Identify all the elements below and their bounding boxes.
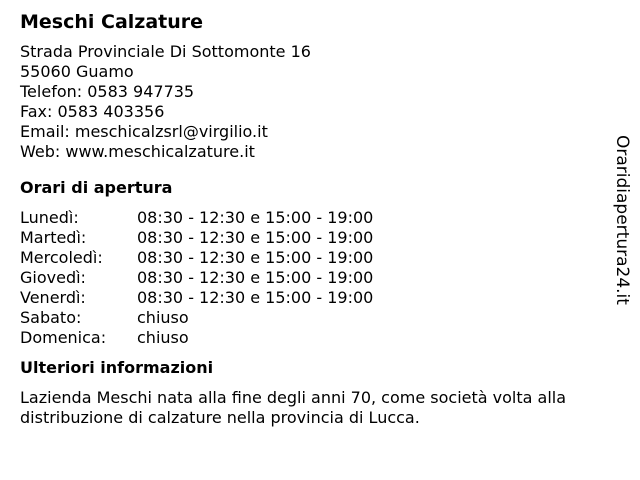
day-label: Sabato: [20, 308, 82, 327]
hours-row-thursday [20, 268, 610, 288]
street-address: Strada Provinciale Di Sottomonte 16 [20, 42, 311, 61]
contact-details [20, 42, 610, 162]
day-label: Martedì: [20, 228, 87, 247]
day-label: Mercoledì: [20, 248, 103, 267]
email-line: Email: meschicalzsrl@virgilio.it [20, 122, 268, 141]
hours-row-sunday [20, 328, 610, 348]
phone-line: Telefon: 0583 947735 [20, 82, 195, 101]
day-label: Giovedì: [20, 268, 86, 287]
fax-line: Fax: 0583 403356 [20, 102, 165, 121]
hours-row-friday [20, 288, 610, 308]
hours-row-tuesday [20, 228, 610, 248]
business-card [20, 8, 610, 428]
day-label: Venerdì: [20, 288, 86, 307]
time-value: 08:30 - 12:30 e 15:00 - 19:00 [137, 208, 374, 227]
day-label: Lunedì: [20, 208, 79, 227]
site-watermark: Oraridiapertura24.it [612, 135, 632, 305]
hours-row-wednesday [20, 248, 610, 268]
opening-hours-heading: Orari di apertura [20, 178, 173, 197]
time-value: 08:30 - 12:30 e 15:00 - 19:00 [137, 228, 374, 247]
opening-hours-table [20, 208, 610, 348]
hours-row-saturday [20, 308, 610, 328]
additional-info-heading: Ulteriori informazioni [20, 358, 214, 377]
time-value: chiuso [137, 308, 189, 327]
business-name: Meschi Calzature [20, 11, 204, 33]
hours-row-monday [20, 208, 610, 228]
time-value: 08:30 - 12:30 e 15:00 - 19:00 [137, 288, 374, 307]
additional-info-text: Lazienda Meschi nata alla fine degli anni 70, come società volta alla distribuzione di calzature nella provincia di Lucca. [20, 388, 567, 427]
time-value: 08:30 - 12:30 e 15:00 - 19:00 [137, 268, 374, 287]
time-value: chiuso [137, 328, 189, 347]
website-line: Web: www.meschicalzature.it [20, 142, 255, 161]
day-label: Domenica: [20, 328, 107, 347]
time-value: 08:30 - 12:30 e 15:00 - 19:00 [137, 248, 374, 267]
postal-city: 55060 Guamo [20, 62, 134, 81]
